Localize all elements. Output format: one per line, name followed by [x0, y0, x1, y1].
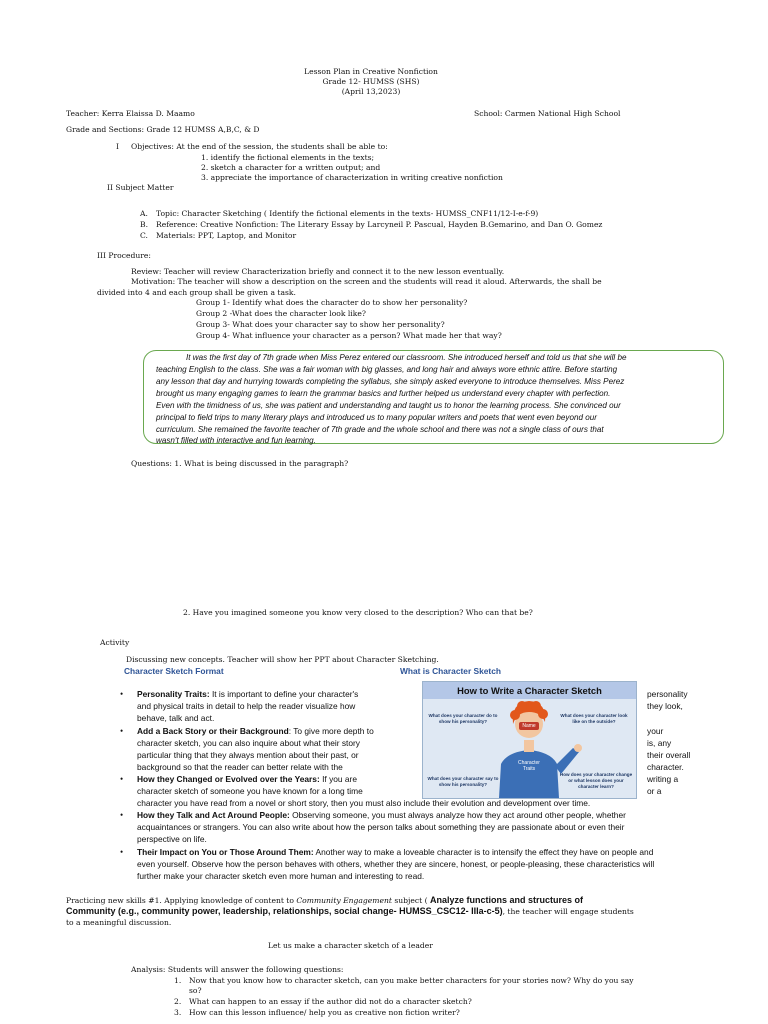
passage-line: wasn't filled with interactive and fun learning.: [156, 436, 316, 445]
bullet-backstory-line: [137, 726, 374, 737]
passage-line: It was the first day of 7th grade when Miss Perez entered our classroom. She introduced herself and told us that she will be: [186, 353, 627, 362]
character-sketch-format-label: Character Sketch Format: [124, 666, 224, 676]
bullet-text: even yourself. Observe how the person behaves with others, whether they are sincere, honest, or people-pleasing, these characteristics will: [137, 859, 655, 869]
analysis-intro: Analysis: Students will answer the following questions:: [131, 965, 344, 974]
subject-topic: Topic: Character Sketching ( Identify the fictional elements in the texts- HUMSS_CNF11/12-I-e-f-9): [156, 209, 539, 218]
analysis-num: 1.: [174, 976, 182, 985]
passage-line: principal to field trips to many literary plays and introduced us to many popular writers and poets that went even beyond our: [156, 413, 597, 422]
leader-heading: Let us make a character sketch of a leader: [268, 941, 433, 950]
objectives-intro: Objectives: At the end of the session, the students shall be able to:: [131, 142, 388, 151]
bullet-dot: •: [120, 689, 124, 699]
bullet-text: character sketch, you can also inquire about what their story: [137, 738, 360, 748]
subject-letter: B.: [140, 220, 148, 229]
infographic-question-bottom-right: How does your character change or what lesson does your character learn?: [559, 772, 633, 789]
bullet-text: perspective on life.: [137, 834, 207, 844]
practicing-subject: Community Engagement: [296, 896, 392, 905]
practicing-competency: Community (e.g., community power, leadership, relationships, social change- HUMSS_CSC12- IIIa-c-5): [66, 906, 503, 916]
question-1: Questions: 1. What is being discussed in the paragraph?: [131, 459, 349, 468]
analysis-question: so?: [189, 986, 202, 995]
bullet-text: further make your character sketch even more human and interesting to read.: [137, 871, 425, 881]
bullet-right-text: they look,: [647, 701, 683, 711]
grade-sections-line: Grade and Sections: Grade 12 HUMSS A,B,C, & D: [66, 125, 260, 134]
passage-line: brought us many engaging games to learn the grammar basics and further helped us understand every chapter with perfection.: [156, 389, 611, 398]
practicing-line: to a meaningful discussion.: [66, 918, 172, 927]
subject-materials: Materials: PPT, Laptop, and Monitor: [156, 231, 297, 240]
lesson-plan-title: Lesson Plan in Creative Nonfiction: [304, 67, 438, 76]
group-task: Group 3- What does your character say to show her personality?: [196, 320, 445, 329]
bullet-dot: •: [120, 774, 124, 784]
motivation-line: divided into 4 and each group shall be given a task.: [97, 288, 296, 297]
objective-item: 2. sketch a character for a written output; and: [201, 163, 381, 172]
bullet-right-text: your: [647, 726, 664, 736]
group-task: Group 4- What influence your character as a person? What made her that way?: [196, 331, 502, 340]
traits-tag: Character Traits: [518, 760, 540, 772]
analysis-question: What can happen to an essay if the author did not do a character sketch?: [189, 997, 472, 1006]
infographic-title: How to Write a Character Sketch: [457, 685, 602, 696]
practicing-text: Practicing new skills #1. Applying knowledge of content to: [66, 896, 297, 905]
grade-heading: Grade 12- HUMSS (SHS): [322, 77, 420, 86]
bullet-right-text: personality: [647, 689, 688, 699]
what-is-character-sketch-label: What is Character Sketch: [400, 666, 501, 676]
name-tag: Name: [522, 723, 536, 729]
passage-line: teaching English to the class. She was a fair woman with big glasses, and long hair and always wore ethnic attire. Before starting: [156, 365, 618, 374]
analysis-num: 3.: [174, 1008, 182, 1017]
bullet-dot: •: [120, 847, 124, 857]
objectives-numeral: I: [116, 142, 119, 151]
bullet-right-text: their overall: [647, 750, 691, 760]
bullet-right-text: character.: [647, 762, 684, 772]
motivation-line: Motivation: The teacher will show a description on the screen and the students will read it aloud. Afterwards, the shall be: [131, 277, 602, 286]
group-task: Group 1- Identify what does the character do to show her personality?: [196, 298, 468, 307]
passage-line: Even with the timidness of us, she was patient and understanding and taught us to honor the learning process. She convinced our: [156, 401, 621, 410]
bullet-text: acquaintances or strangers. You can also write about how the person talks about something they are passionate about or even their: [137, 822, 625, 832]
subject-reference: Reference: Creative Nonfiction: The Literary Essay by Larcyneil P. Pascual, Hayden B.Gemarino, and Dan O. Gomez: [156, 220, 603, 229]
analysis-question: How can this lesson influence/ help you as creative non fiction writer?: [189, 1008, 460, 1017]
bullet-right-text: writing a: [647, 774, 679, 784]
school-line: School: Carmen National High School: [474, 109, 621, 118]
infographic-question-top-left: What does your character do to show his personality?: [428, 713, 498, 724]
bullet-heading: How they Talk and Act Around People:: [137, 810, 290, 820]
bullet-text: If you are: [319, 774, 358, 784]
bullet-text: behave, talk and act.: [137, 713, 215, 723]
activity-heading: Activity: [100, 638, 130, 647]
bullet-heading: How they Changed or Evolved over the Years:: [137, 774, 320, 784]
practicing-text: subject (: [391, 896, 430, 905]
bullet-impact-line: [137, 847, 653, 858]
infographic-question-bottom-left: What does your character say to show his personality?: [427, 776, 499, 787]
teacher-line: Teacher: Kerra Elaissa D. Maamo: [66, 109, 195, 118]
bullet-text: Observing someone, you must always analyze how they act around other people, whether: [289, 810, 626, 820]
passage-line: curriculum. She remained the favorite teacher of 7th grade and the whole school and there was not a single class of ours that: [156, 425, 604, 434]
procedure-heading: III Procedure:: [97, 251, 151, 260]
practicing-line: [66, 895, 583, 906]
subject-matter-heading: II Subject Matter: [107, 183, 174, 192]
bullet-text: Another way to make a loveable character is to intensify the effect they have on people and: [313, 847, 654, 857]
bullet-right-text: or a: [647, 786, 662, 796]
subject-letter: A.: [140, 209, 148, 218]
bullet-heading: Personality Traits:: [137, 689, 210, 699]
infographic-question-top-right: What does your character look like on the outside?: [560, 713, 628, 724]
practicing-line: [66, 906, 634, 917]
analysis-question: Now that you know how to character sketch, can you make better characters for your stories now? Why do you say: [189, 976, 634, 985]
bullet-dot: •: [120, 726, 124, 736]
bullet-evolved-line: [137, 774, 357, 785]
objective-item: 3. appreciate the importance of characterization in writing creative nonfiction: [201, 173, 503, 182]
bullet-talk-act-line: [137, 810, 626, 821]
review-line: Review: Teacher will review Characterization briefly and connect it to the new lesson eventually.: [131, 267, 505, 276]
bullet-text: character sketch of someone you have known for a long time: [137, 786, 363, 796]
activity-intro: Discussing new concepts. Teacher will show her PPT about Character Sketching.: [126, 655, 439, 664]
group-task: Group 2 -What does the character look like?: [196, 309, 366, 318]
bullet-heading: Their Impact on You or Those Around Them:: [137, 847, 314, 857]
analysis-num: 2.: [174, 997, 182, 1006]
subject-letter: C.: [140, 231, 148, 240]
practicing-text: , the teacher will engage students: [502, 907, 634, 916]
objective-item: 1. identify the fictional elements in the texts;: [201, 153, 375, 162]
date-heading: (April 13,2023): [341, 87, 401, 96]
bullet-text: particular thing that they always mention about their past, or: [137, 750, 359, 760]
question-2: 2. Have you imagined someone you know very closed to the description? Who can that be?: [183, 608, 533, 617]
bullet-right-text: is, any: [647, 738, 672, 748]
bullet-text: character you have read from a novel or short story, then you must also include their evolution and development over time.: [137, 798, 591, 808]
bullet-text: background so that the reader can better relate with the: [137, 762, 343, 772]
passage-line: any lesson that day and hurrying towards completing the syllabus, she simply asked everyone to introduce themselves. Miss Perez: [156, 377, 625, 386]
bullet-text: and physical traits in detail to help the reader visualize how: [137, 701, 356, 711]
bullet-personality-line: [137, 689, 358, 700]
bullet-text: : To give more depth to: [288, 726, 374, 736]
bullet-dot: •: [120, 810, 124, 820]
bullet-heading: Add a Back Story or their Background: [137, 726, 289, 736]
practicing-competency: Analyze functions and structures of: [429, 895, 583, 905]
bullet-text: It is important to define your character's: [209, 689, 359, 699]
character-sketch-infographic: [422, 681, 637, 799]
